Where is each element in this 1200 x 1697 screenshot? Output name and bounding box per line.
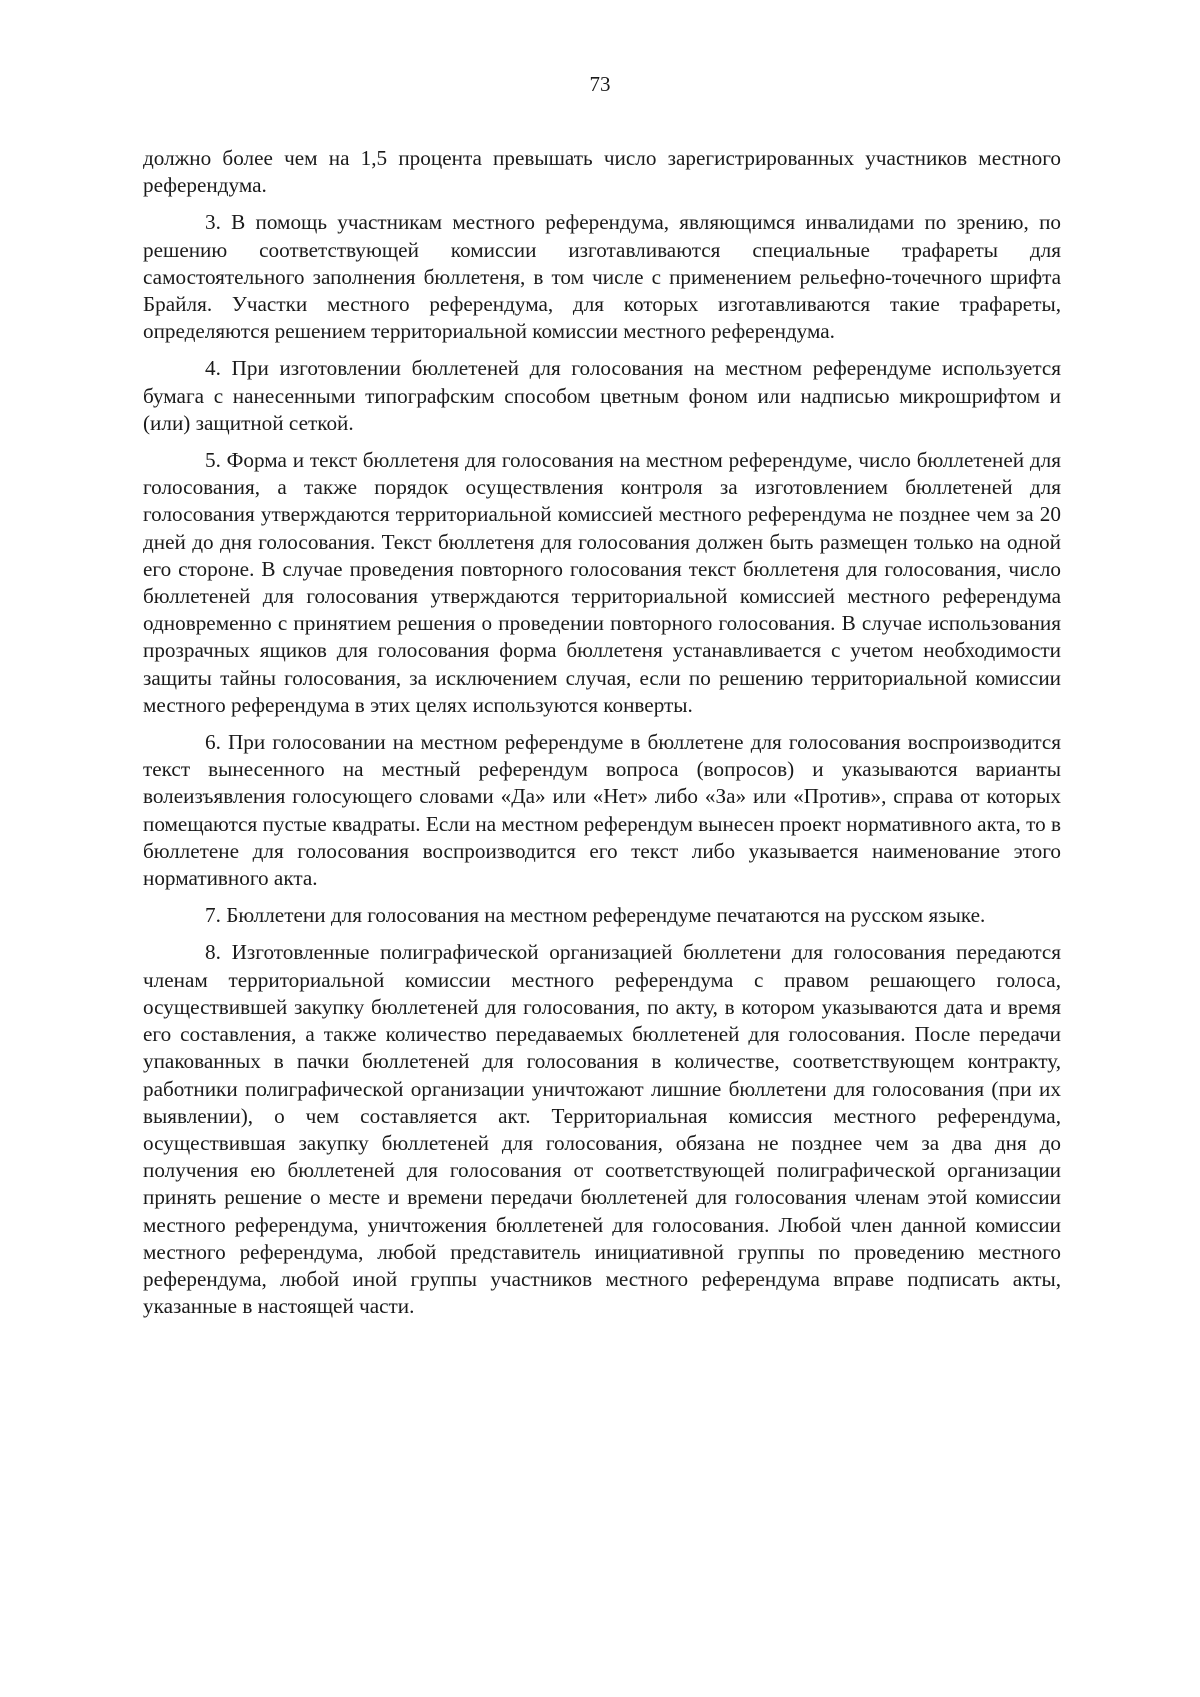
- paragraph-3: 3. В помощь участникам местного референдума, являющимся инвалидами по зрению, по решению соответствующей комиссии изготавливаются специальные трафареты для самостоятельного заполнения бюллетеня, в том числе с применением рельефно-точечного шрифта Брайля. Участки местного референдума, для которых изготавливаются такие трафареты, определяются решением территориальной комиссии местного референдума.: [143, 210, 1061, 344]
- paragraph-continuation: должно более чем на 1,5 процента превышать число зарегистрированных участников местного референдума.: [143, 146, 1061, 198]
- paragraph-7: 7. Бюллетени для голосования на местном референдуме печатаются на русском языке.: [205, 903, 986, 928]
- paragraph-5: 5. Форма и текст бюллетеня для голосования на местном референдуме, число бюллетеней для голосования, а также порядок осуществления контроля за изготовлением бюллетеней для голосования утверждаются территориальной комиссией местного референдума не позднее чем за 20 дней до дня голосования. Текст бюллетеня для голосования должен быть размещен только на одной его стороне. В случае проведения повторного голосования текст бюллетеня для голосования, число бюллетеней для голосования утверждаются территориальной комиссией местного референдума одновременно с принятием решения о проведении повторного голосования. В случае использования прозрачных ящиков для голосования форма бюллетеня устанавливается с учетом необходимости защиты тайны голосования, за исключением случая, если по решению территориальной комиссии местного референдума в этих целях используются конверты.: [143, 448, 1061, 717]
- paragraph-4: 4. При изготовлении бюллетеней для голосования на местном референдуме используется бумага с нанесенными типографским способом цветным фоном или надписью микрошрифтом и (или) защитной сеткой.: [143, 356, 1061, 435]
- paragraph-8: 8. Изготовленные полиграфической организацией бюллетени для голосования передаются членам территориальной комиссии местного референдума с правом решающего голоса, осуществившей закупку бюллетеней для голосования, по акту, в котором указываются дата и время его составления, а также количество передаваемых бюллетеней для голосования. После передачи упакованных в пачки бюллетеней для голосования в количестве, соответствующем контракту, работники полиграфической организации уничтожают лишние бюллетени для голосования (при их выявлении), о чем составляется акт. Территориальная комиссия местного референдума, осуществившая закупку бюллетеней для голосования, обязана не позднее чем за два дня до получения ею бюллетеней для голосования от соответствующей полиграфической организации принять решение о месте и времени передачи бюллетеней для голосования членам этой комиссии местного референдума, уничтожения бюллетеней для голосования. Любой член данной комиссии местного референдума, любой представитель инициативной группы по проведению местного референдума, любой иной группы участников местного референдума вправе подписать акты, указанные в настоящей части.: [143, 940, 1061, 1319]
- document-body: [143, 145, 1061, 1330]
- paragraph-6: 6. При голосовании на местном референдуме в бюллетене для голосования воспроизводится текст вынесенного на местный референдум вопроса (вопросов) и указываются варианты волеизъявления голосующего словами «Да» или «Нет» либо «За» или «Против», справа от которых помещаются пустые квадраты. Если на местном референдум вынесен проект нормативного акта, то в бюллетене для голосования воспроизводится его текст либо указывается наименование этого нормативного акта.: [143, 730, 1061, 891]
- page-number: 73: [589, 72, 611, 96]
